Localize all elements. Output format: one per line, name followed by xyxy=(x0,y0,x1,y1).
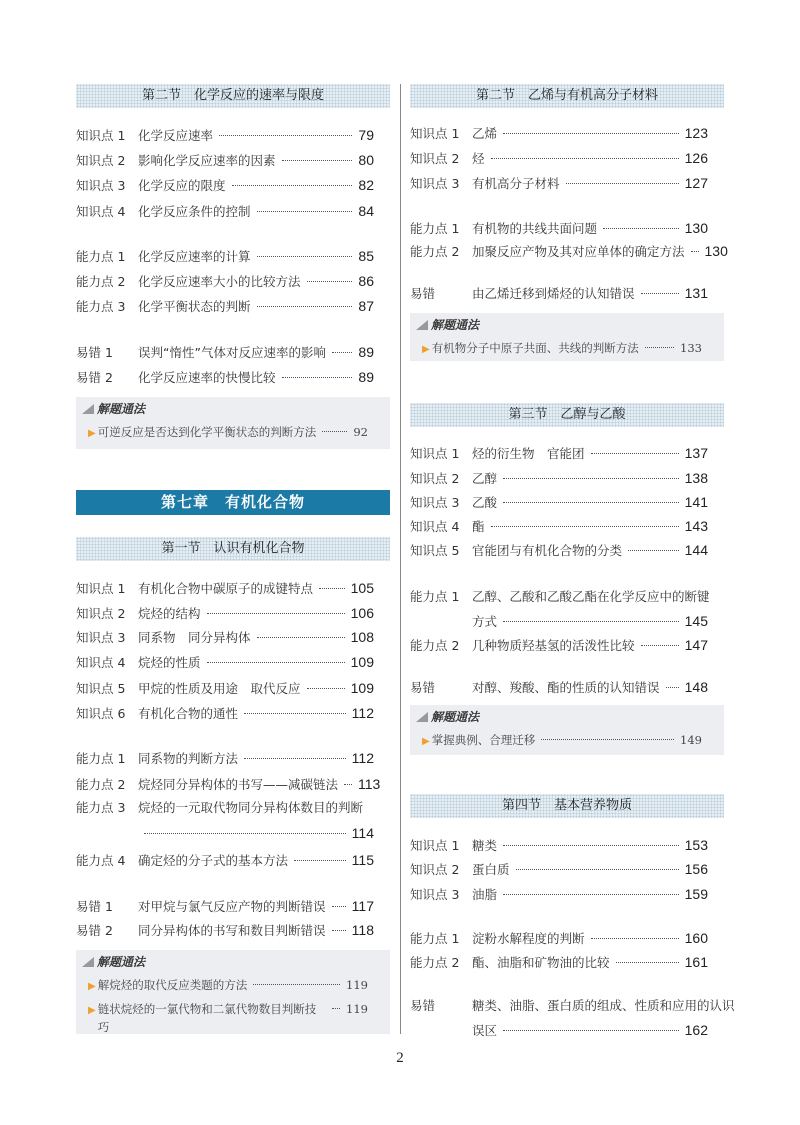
column-divider xyxy=(400,84,401,1034)
entry-page: 79 xyxy=(358,127,374,143)
entry-label: 易错 xyxy=(410,286,436,301)
leader-dots xyxy=(591,938,679,939)
toc-entry[interactable] xyxy=(410,884,708,904)
toc-column-left xyxy=(76,0,390,1125)
leader-dots xyxy=(503,1030,679,1031)
leader-dots xyxy=(503,502,679,503)
toc-column-right xyxy=(410,0,735,1125)
entry-title: 蛋白质 xyxy=(472,862,510,877)
leader-dots xyxy=(207,613,345,614)
entry-label: 能力点 2 xyxy=(410,244,460,259)
toc-entry[interactable] xyxy=(410,928,708,948)
entry-title: 同分异构体的书写和数目判断错误 xyxy=(138,923,326,938)
entry-page: 87 xyxy=(358,298,374,314)
entry-title: 乙酸 xyxy=(472,495,498,510)
method-box-heading xyxy=(82,953,145,970)
entry-title: 化学反应速率 xyxy=(138,128,214,143)
entry-title: 乙醇 xyxy=(472,471,498,486)
toc-entry[interactable] xyxy=(410,218,708,238)
entry-title: 淀粉水解程度的判断 xyxy=(472,931,585,946)
entry-title: 加聚反应产物及其对应单体的确定方法 xyxy=(472,244,685,259)
leader-dots xyxy=(257,637,345,638)
entry-label: 能力点 2 xyxy=(410,638,460,653)
leader-dots xyxy=(244,758,346,759)
toc-entry[interactable] xyxy=(410,516,708,536)
method-entry[interactable] xyxy=(422,731,702,749)
entry-page: 143 xyxy=(684,518,708,534)
entry-title: 糖类、油脂、蛋白质的组成、性质和应用的认识 xyxy=(472,998,735,1013)
entry-label: 知识点 2 xyxy=(410,151,460,166)
entry-label: 知识点 2 xyxy=(410,471,460,486)
entry-title: 烷烃的一元取代物同分异构体数目的判断 xyxy=(138,800,364,815)
method-box xyxy=(410,313,724,361)
leader-dots xyxy=(282,377,353,378)
leader-dots xyxy=(332,906,346,907)
toc-entry[interactable] xyxy=(76,678,374,698)
entry-title: 确定烃的分子式的基本方法 xyxy=(138,853,289,868)
method-box xyxy=(76,397,390,449)
entry-page: 85 xyxy=(358,248,374,264)
entry-label: 能力点 3 xyxy=(76,800,126,815)
toc-entry[interactable] xyxy=(410,173,708,193)
leader-dots xyxy=(282,160,353,161)
entry-label: 知识点 3 xyxy=(410,176,460,191)
toc-entry[interactable] xyxy=(410,492,708,512)
toc-entry[interactable] xyxy=(76,603,374,623)
toc-entry[interactable] xyxy=(76,175,374,195)
toc-entry[interactable] xyxy=(76,896,374,916)
entry-label: 能力点 1 xyxy=(410,589,460,604)
toc-entry[interactable] xyxy=(76,342,374,362)
toc-entry[interactable] xyxy=(410,540,708,560)
section-header: 第二节 化学反应的速率与限度 xyxy=(76,84,390,108)
leader-dots xyxy=(257,306,353,307)
entry-page: 153 xyxy=(684,837,708,853)
entry-title: 乙烯 xyxy=(472,126,498,141)
method-box xyxy=(410,705,724,755)
leader-dots xyxy=(319,588,345,589)
toc-entry[interactable] xyxy=(76,652,374,672)
leader-dots xyxy=(541,739,674,740)
entry-page: 156 xyxy=(684,861,708,877)
leader-dots xyxy=(628,550,679,551)
entry-page: 92 xyxy=(353,425,368,439)
leader-dots xyxy=(645,347,674,348)
entry-page: 86 xyxy=(358,273,374,289)
entry-title: 化学反应速率的计算 xyxy=(138,249,251,264)
leader-dots xyxy=(232,185,353,186)
entry-label: 知识点 1 xyxy=(410,126,460,141)
toc-entry[interactable] xyxy=(410,283,708,303)
entry-label: 知识点 1 xyxy=(76,128,126,143)
entry-title: 酯、油脂和矿物油的比较 xyxy=(472,955,610,970)
leader-dots xyxy=(503,478,679,479)
leader-dots xyxy=(503,894,679,895)
toc-entry[interactable] xyxy=(76,125,374,145)
entry-title: 烷烃同分异构体的书写——减碳链法 xyxy=(138,777,339,792)
leader-dots xyxy=(307,688,345,689)
entry-label: 能力点 1 xyxy=(410,931,460,946)
entry-title: 化学平衡状态的判断 xyxy=(138,299,251,314)
chapter-header: 第七章 有机化合物 xyxy=(76,490,390,515)
entry-title: 同系物 同分异构体 xyxy=(138,630,251,645)
entry-page: 82 xyxy=(358,177,374,193)
method-entry[interactable] xyxy=(422,339,702,357)
entry-label: 知识点 1 xyxy=(410,446,460,461)
orange-arrow-icon: ▶ xyxy=(422,344,430,355)
entry-title: 有机化合物中碳原子的成键特点 xyxy=(138,581,314,596)
toc-entry[interactable] xyxy=(76,271,374,291)
entry-page: 138 xyxy=(684,470,708,486)
entry-page: 119 xyxy=(346,1002,368,1016)
entry-label: 能力点 1 xyxy=(410,221,460,236)
entry-title: 烷烃的结构 xyxy=(138,606,201,621)
entry-page: 105 xyxy=(350,580,374,596)
entry-title: 烃的衍生物 官能团 xyxy=(472,446,585,461)
toc-entry[interactable] xyxy=(76,367,374,387)
toc-entry[interactable] xyxy=(76,578,374,598)
entry-page: 115 xyxy=(351,852,374,868)
leader-dots xyxy=(491,158,679,159)
entry-title: 油脂 xyxy=(472,887,498,902)
toc-entry[interactable] xyxy=(76,627,374,647)
toc-entry[interactable] xyxy=(76,150,374,170)
entry-title: 误区 xyxy=(472,1023,498,1038)
entry-title: 化学反应速率大小的比较方法 xyxy=(138,274,301,289)
method-box-heading xyxy=(416,316,479,333)
entry-title: 乙醇、乙酸和乙酸乙酯在化学反应中的断键 xyxy=(472,589,710,604)
entry-title: 化学反应的限度 xyxy=(138,178,226,193)
entry-title: 有机物分子中原子共面、共线的判断方法 xyxy=(431,341,639,355)
method-box-title: 解题通法 xyxy=(431,318,480,332)
leader-dots xyxy=(207,662,345,663)
entry-page: 145 xyxy=(684,613,708,629)
toc-entry[interactable] xyxy=(410,443,708,463)
toc-entry[interactable] xyxy=(410,611,708,631)
entry-page: 108 xyxy=(350,629,374,645)
toc-entry[interactable] xyxy=(76,246,374,266)
section-header: 第三节 乙醇与乙酸 xyxy=(410,403,724,427)
entry-page: 147 xyxy=(684,637,708,653)
entry-label: 知识点 1 xyxy=(76,581,126,596)
entry-page: 141 xyxy=(684,494,708,510)
corner-triangle-icon xyxy=(416,320,428,330)
toc-entry[interactable] xyxy=(410,241,728,261)
entry-label: 知识点 3 xyxy=(410,495,460,510)
entry-label: 能力点 2 xyxy=(76,777,126,792)
entry-page: 89 xyxy=(358,369,374,385)
entry-title: 甲烷的性质及用途 取代反应 xyxy=(138,681,301,696)
leader-dots xyxy=(294,860,346,861)
entry-label: 知识点 3 xyxy=(76,178,126,193)
entry-page: 126 xyxy=(684,150,708,166)
entry-page: 161 xyxy=(684,954,708,970)
orange-arrow-icon: ▶ xyxy=(88,428,96,439)
leader-dots xyxy=(219,135,352,136)
entry-page: 109 xyxy=(350,654,374,670)
entry-page: 130 xyxy=(704,243,728,259)
toc-entry[interactable] xyxy=(76,850,374,870)
entry-title: 有机物的共线共面问题 xyxy=(472,221,598,236)
leader-dots xyxy=(503,845,679,846)
toc-entry[interactable] xyxy=(410,677,708,697)
method-box-title: 解题通法 xyxy=(97,955,146,969)
entry-label: 能力点 1 xyxy=(76,249,126,264)
entry-label: 易错 xyxy=(410,680,436,695)
entry-page: 109 xyxy=(350,680,374,696)
toc-entry[interactable] xyxy=(76,920,374,940)
toc-entry[interactable] xyxy=(76,703,374,723)
entry-title: 烃 xyxy=(472,151,485,166)
entry-label: 易错 2 xyxy=(76,370,113,385)
method-box xyxy=(76,950,390,1034)
leader-dots xyxy=(257,211,353,212)
entry-page: 106 xyxy=(350,605,374,621)
entry-page: 84 xyxy=(358,203,374,219)
entry-page: 149 xyxy=(680,733,702,747)
toc-entry[interactable] xyxy=(410,996,735,1016)
toc-entry[interactable] xyxy=(76,201,374,221)
leader-dots xyxy=(616,962,679,963)
entry-page: 127 xyxy=(684,175,708,191)
toc-entry[interactable] xyxy=(410,859,708,879)
entry-title: 由乙烯迁移到烯烃的认知错误 xyxy=(472,286,635,301)
entry-title: 几种物质羟基氢的活泼性比较 xyxy=(472,638,635,653)
entry-page: 117 xyxy=(351,898,374,914)
corner-triangle-icon xyxy=(82,957,94,967)
entry-page: 160 xyxy=(684,930,708,946)
entry-label: 知识点 2 xyxy=(76,606,126,621)
entry-label: 知识点 3 xyxy=(410,887,460,902)
leader-dots xyxy=(322,431,347,432)
toc-entry[interactable] xyxy=(76,748,374,768)
entry-page: 162 xyxy=(684,1022,708,1038)
orange-arrow-icon: ▶ xyxy=(88,981,96,992)
leader-dots xyxy=(332,930,346,931)
entry-label: 能力点 2 xyxy=(76,274,126,289)
leader-dots xyxy=(591,453,679,454)
entry-label: 知识点 4 xyxy=(76,655,126,670)
entry-label: 知识点 5 xyxy=(410,543,460,558)
method-box-title: 解题通法 xyxy=(431,710,480,724)
entry-title: 化学反应速率的快慢比较 xyxy=(138,370,276,385)
entry-label: 知识点 3 xyxy=(76,630,126,645)
toc-entry[interactable] xyxy=(76,774,381,794)
section-header: 第二节 乙烯与有机高分子材料 xyxy=(410,84,724,108)
method-box-heading xyxy=(416,708,479,725)
leader-dots xyxy=(491,526,679,527)
entry-title: 对醇、羧酸、酯的性质的认知错误 xyxy=(472,680,660,695)
entry-label: 知识点 4 xyxy=(76,204,126,219)
entry-page: 80 xyxy=(358,152,374,168)
entry-page: 144 xyxy=(684,542,708,558)
leader-dots xyxy=(516,869,679,870)
entry-title: 方式 xyxy=(472,614,498,629)
toc-entry[interactable] xyxy=(76,296,374,316)
toc-entry[interactable] xyxy=(410,1020,708,1040)
toc-entry[interactable] xyxy=(410,148,708,168)
entry-label: 能力点 1 xyxy=(76,751,126,766)
entry-title: 有机化合物的通性 xyxy=(138,706,239,721)
entry-label: 知识点 6 xyxy=(76,706,126,721)
entry-page: 148 xyxy=(684,679,708,695)
leader-dots xyxy=(503,133,679,134)
entry-label: 易错 1 xyxy=(76,899,113,914)
entry-title: 掌握典例、合理迁移 xyxy=(431,733,536,747)
entry-label: 知识点 1 xyxy=(410,838,460,853)
toc-entry[interactable] xyxy=(410,123,708,143)
entry-title: 链状烷烃的一氯代物和二氯代物数目判断技巧 xyxy=(97,1002,317,1034)
entry-label: 能力点 2 xyxy=(410,955,460,970)
leader-dots xyxy=(503,621,679,622)
entry-title: 影响化学反应速率的因素 xyxy=(138,153,276,168)
orange-arrow-icon: ▶ xyxy=(88,1005,96,1016)
entry-page: 133 xyxy=(680,341,702,355)
entry-page: 119 xyxy=(346,978,368,992)
entry-title: 化学反应条件的控制 xyxy=(138,204,251,219)
entry-title: 误判“惰性”气体对反应速率的影响 xyxy=(138,345,326,360)
entry-page: 113 xyxy=(358,776,381,792)
toc-entry[interactable] xyxy=(410,952,708,972)
entry-page: 137 xyxy=(684,445,708,461)
entry-label: 能力点 3 xyxy=(76,299,126,314)
toc-entry[interactable] xyxy=(76,798,374,818)
entry-page: 123 xyxy=(684,125,708,141)
entry-title: 官能团与有机化合物的分类 xyxy=(472,543,623,558)
leader-dots xyxy=(666,687,679,688)
entry-title: 对甲烷与氯气反应产物的判断错误 xyxy=(138,899,326,914)
entry-title: 烷烃的性质 xyxy=(138,655,201,670)
entry-label: 易错 xyxy=(410,998,436,1013)
leader-dots xyxy=(253,984,340,985)
entry-label: 知识点 5 xyxy=(76,681,126,696)
entry-label: 能力点 4 xyxy=(76,853,126,868)
method-entry[interactable] xyxy=(88,423,368,441)
entry-title: 酯 xyxy=(472,519,485,534)
entry-label: 知识点 2 xyxy=(76,153,126,168)
toc-entry[interactable] xyxy=(410,468,708,488)
entry-title: 同系物的判断方法 xyxy=(138,751,239,766)
leader-dots xyxy=(257,256,353,257)
leader-dots xyxy=(244,713,346,714)
leader-dots xyxy=(307,281,353,282)
entry-label: 易错 1 xyxy=(76,345,113,360)
entry-label: 易错 2 xyxy=(76,923,113,938)
method-box-heading xyxy=(82,400,145,417)
entry-page: 112 xyxy=(351,750,374,766)
entry-page: 131 xyxy=(684,285,708,301)
entry-title: 糖类 xyxy=(472,838,498,853)
section-header: 第一节 认识有机化合物 xyxy=(76,537,390,561)
leader-dots xyxy=(641,645,679,646)
leader-dots xyxy=(332,352,352,353)
entry-page: 112 xyxy=(351,705,374,721)
leader-dots xyxy=(344,784,352,785)
leader-dots xyxy=(332,1008,340,1009)
corner-triangle-icon xyxy=(82,404,94,414)
entry-title: 解烷烃的取代反应类题的方法 xyxy=(97,978,248,992)
method-box-title: 解题通法 xyxy=(97,402,146,416)
method-entry[interactable] xyxy=(88,1000,368,1034)
method-entry[interactable] xyxy=(88,976,368,994)
leader-dots xyxy=(603,228,679,229)
leader-dots xyxy=(691,251,699,252)
entry-title: 有机高分子材料 xyxy=(472,176,560,191)
entry-page: 130 xyxy=(684,220,708,236)
toc-entry[interactable] xyxy=(410,587,708,607)
leader-dots xyxy=(566,183,679,184)
entry-page: 118 xyxy=(351,922,374,938)
entry-label: 知识点 4 xyxy=(410,519,460,534)
page-number: 2 xyxy=(396,1050,404,1066)
entry-page: 89 xyxy=(358,344,374,360)
leader-dots xyxy=(641,293,679,294)
toc-entry[interactable] xyxy=(410,635,708,655)
section-header: 第四节 基本营养物质 xyxy=(410,794,724,818)
orange-arrow-icon: ▶ xyxy=(422,736,430,747)
toc-entry[interactable] xyxy=(76,823,374,843)
toc-entry[interactable] xyxy=(410,835,708,855)
entry-page: 114 xyxy=(351,825,374,841)
leader-dots xyxy=(144,833,346,834)
corner-triangle-icon xyxy=(416,712,428,722)
entry-title: 可逆反应是否达到化学平衡状态的判断方法 xyxy=(97,425,317,439)
entry-label: 知识点 2 xyxy=(410,862,460,877)
entry-page: 159 xyxy=(684,886,708,902)
